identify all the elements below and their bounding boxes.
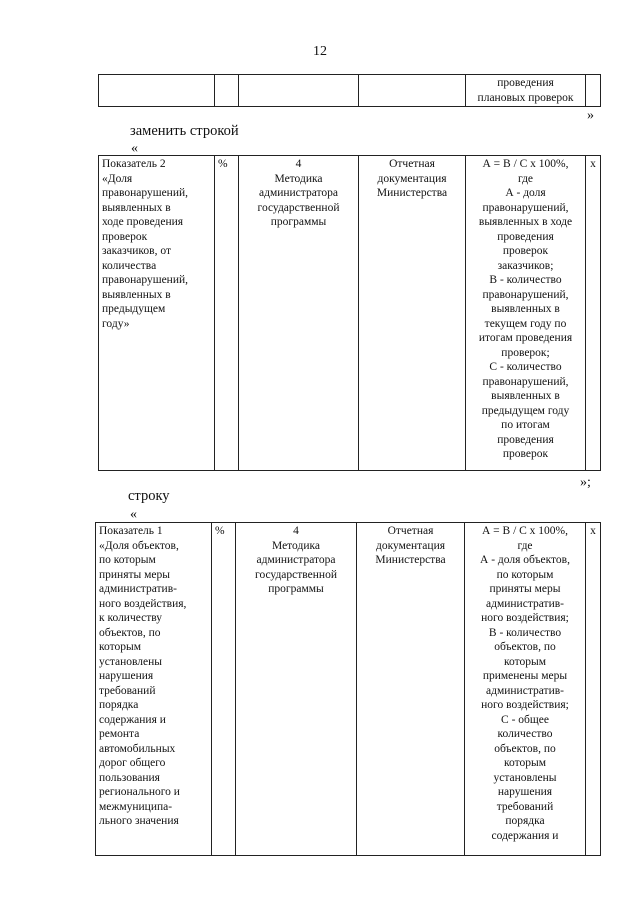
old-source: Отчетная документация Министерства [357, 523, 465, 856]
top-cell-6 [586, 75, 601, 107]
open-quote: « [131, 141, 138, 156]
new-unit: % [215, 156, 239, 471]
open-quote-2: « [130, 507, 137, 522]
old-row-table [95, 522, 601, 856]
close-quote-semicolon: »; [580, 475, 591, 490]
old-method: 4 Методика администратора государственной программы [236, 523, 357, 856]
page-number: 12 [313, 44, 327, 59]
new-mark: х [586, 156, 601, 471]
old-mark: х [586, 523, 601, 856]
old-indicator-name: Показатель 1 «Доля объектов, по которым приняты меры административ- ного воздействия, к количеству объектов, по которым установлены нарушения требований порядка содержания и ремонта автомобильных дорог общего пользования регионального и межмуниципа- льного значения [96, 523, 212, 856]
top-cell-2 [215, 75, 239, 107]
top-table-fragment [98, 74, 601, 107]
new-formula: А = В / С х 100%, где А - доля правонарушений, выявленных в ходе проведения проверок заказчиков; В - количество правонарушений, выявленных в текущем году по итогам проведения проверок; С - количество правонарушений, выявленных в предыдущем году по итогам проведения проверок [466, 156, 586, 471]
new-method: 4 Методика администратора государственной программы [239, 156, 359, 471]
top-cell-5: проведения плановых проверок [466, 75, 586, 107]
close-quote: » [587, 108, 594, 123]
new-source: Отчетная документация Министерства [359, 156, 466, 471]
top-cell-4 [359, 75, 466, 107]
old-unit: % [212, 523, 236, 856]
top-cell-3 [239, 75, 359, 107]
line-phrase: строку [128, 488, 170, 504]
old-formula: А = В / С х 100%, где А - доля объектов, по которым приняты меры административ- ного воздействия; В - количество объектов, по которым применены меры административ- ного воздействия; С - общее количество объектов, по которым установлены нарушения требований порядка содержания и [465, 523, 586, 856]
replace-phrase: заменить строкой [130, 123, 239, 139]
new-indicator-name: Показатель 2 «Доля правонарушений, выявленных в ходе проведения проверок заказчиков, от количества правонарушений, выявленных в предыдущем году» [99, 156, 215, 471]
new-row-table [98, 155, 601, 471]
top-cell-1 [99, 75, 215, 107]
